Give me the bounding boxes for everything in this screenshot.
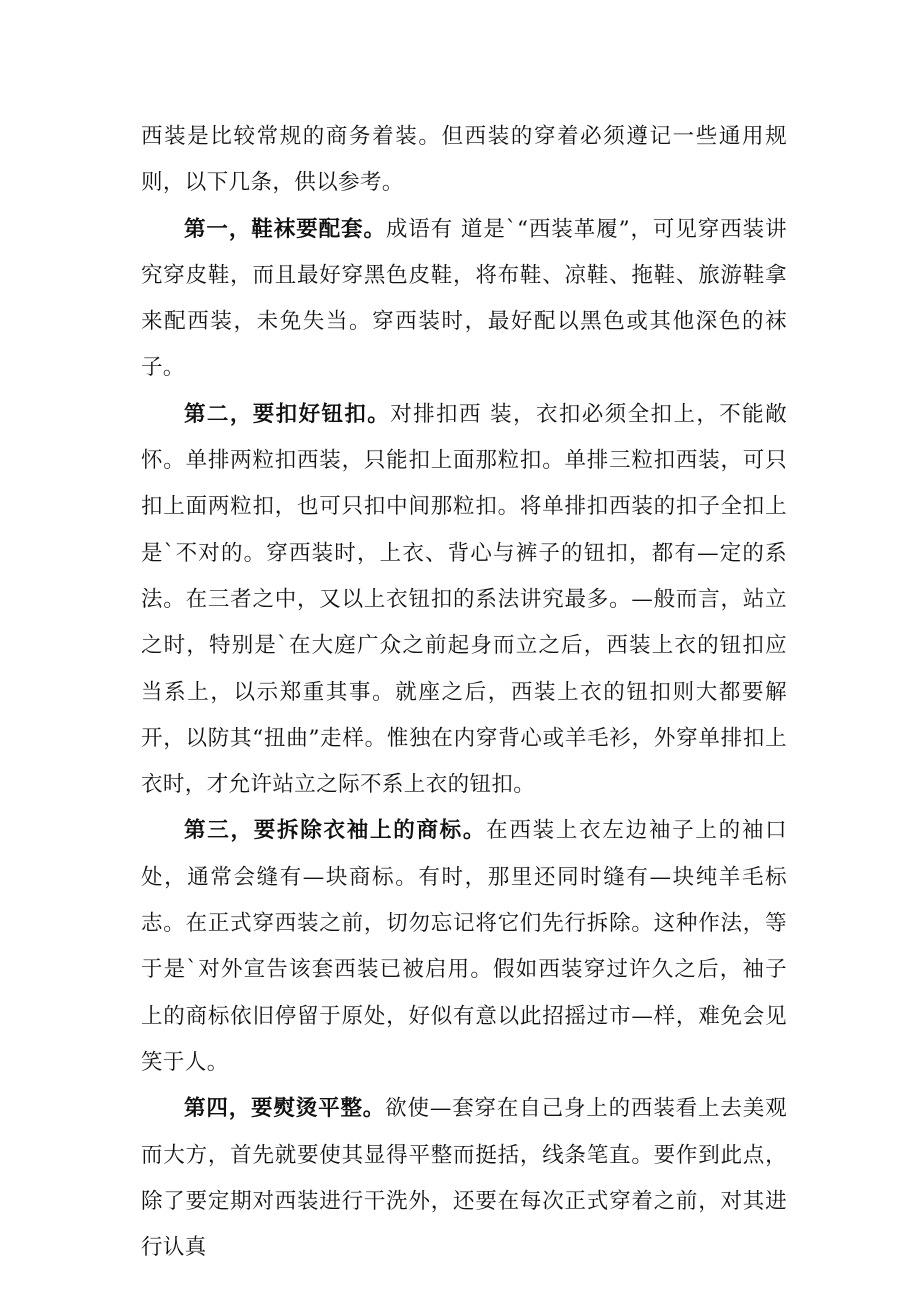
section-2-paragraph	[141, 392, 787, 809]
section-4-paragraph	[141, 1086, 787, 1271]
section-4-body: 欲使—套穿在自己身上的西装看上去美观而大方，首先就要使其显得平整而挺括，线条笔直。要作到此点，除了要定期对西装进行干洗外，还要在每次正式穿着之前，对其进行认真	[141, 1096, 787, 1261]
section-1-heading: 第一，鞋袜要配套。	[184, 216, 386, 242]
section-3-heading: 第三，要拆除衣袖上的商标。	[184, 818, 487, 844]
document-body	[141, 114, 787, 1271]
section-3-body: 在西装上衣左边袖子上的袖口处，通常会缝有—块商标。有时，那里还同时缝有—块纯羊毛标志。在正式穿西装之前，切勿忘记将它们先行拆除。这种作法，等于是`对外宣告该套西装已被启用。假如西装穿过许久之后，袖子上的商标依旧停留于原处，好似有意以此招摇过市—样，难免会见笑于人。	[141, 818, 787, 1075]
section-1-body: 成语有 道是`“西装革履”，可见穿西装讲究穿皮鞋，而且最好穿黑色皮鞋，将布鞋、凉鞋、拖鞋、旅游鞋拿来配西装，未免失当。穿西装时，最好配以黑色或其他深色的袜子。	[141, 216, 787, 381]
intro-paragraph: 西装是比较常规的商务着装。但西装的穿着必须遵记一些通用规则，以下几条，供以参考。	[141, 124, 787, 196]
section-2-heading: 第二，要扣好钮扣。	[184, 401, 391, 427]
section-4-heading: 第四，要熨烫平整。	[184, 1096, 386, 1122]
section-2-body: 对排扣西 装，衣扣必须全扣上，不能敞怀。单排两粒扣西装，只能扣上面那粒扣。单排三粒扣西装，可只扣上面两粒扣，也可只扣中间那粒扣。将单排扣西装的扣子全扣上是`不对的。穿西装时，上衣、背心与裤子的钮扣，都有—定的系法。在三者之中，又以上衣钮扣的系法讲究最多。—般而言，站立之时，特别是`在大庭广众之前起身而立之后，西装上衣的钮扣应当系上，以示郑重其事。就座之后，西装上衣的钮扣则大都要解开，以防其“扭曲”走样。惟独在内穿背心或羊毛衫，外穿单排扣上衣时，才允许站立之际不系上衣的钮扣。	[141, 401, 787, 798]
section-3-paragraph	[141, 808, 787, 1086]
section-1-paragraph	[141, 207, 787, 392]
